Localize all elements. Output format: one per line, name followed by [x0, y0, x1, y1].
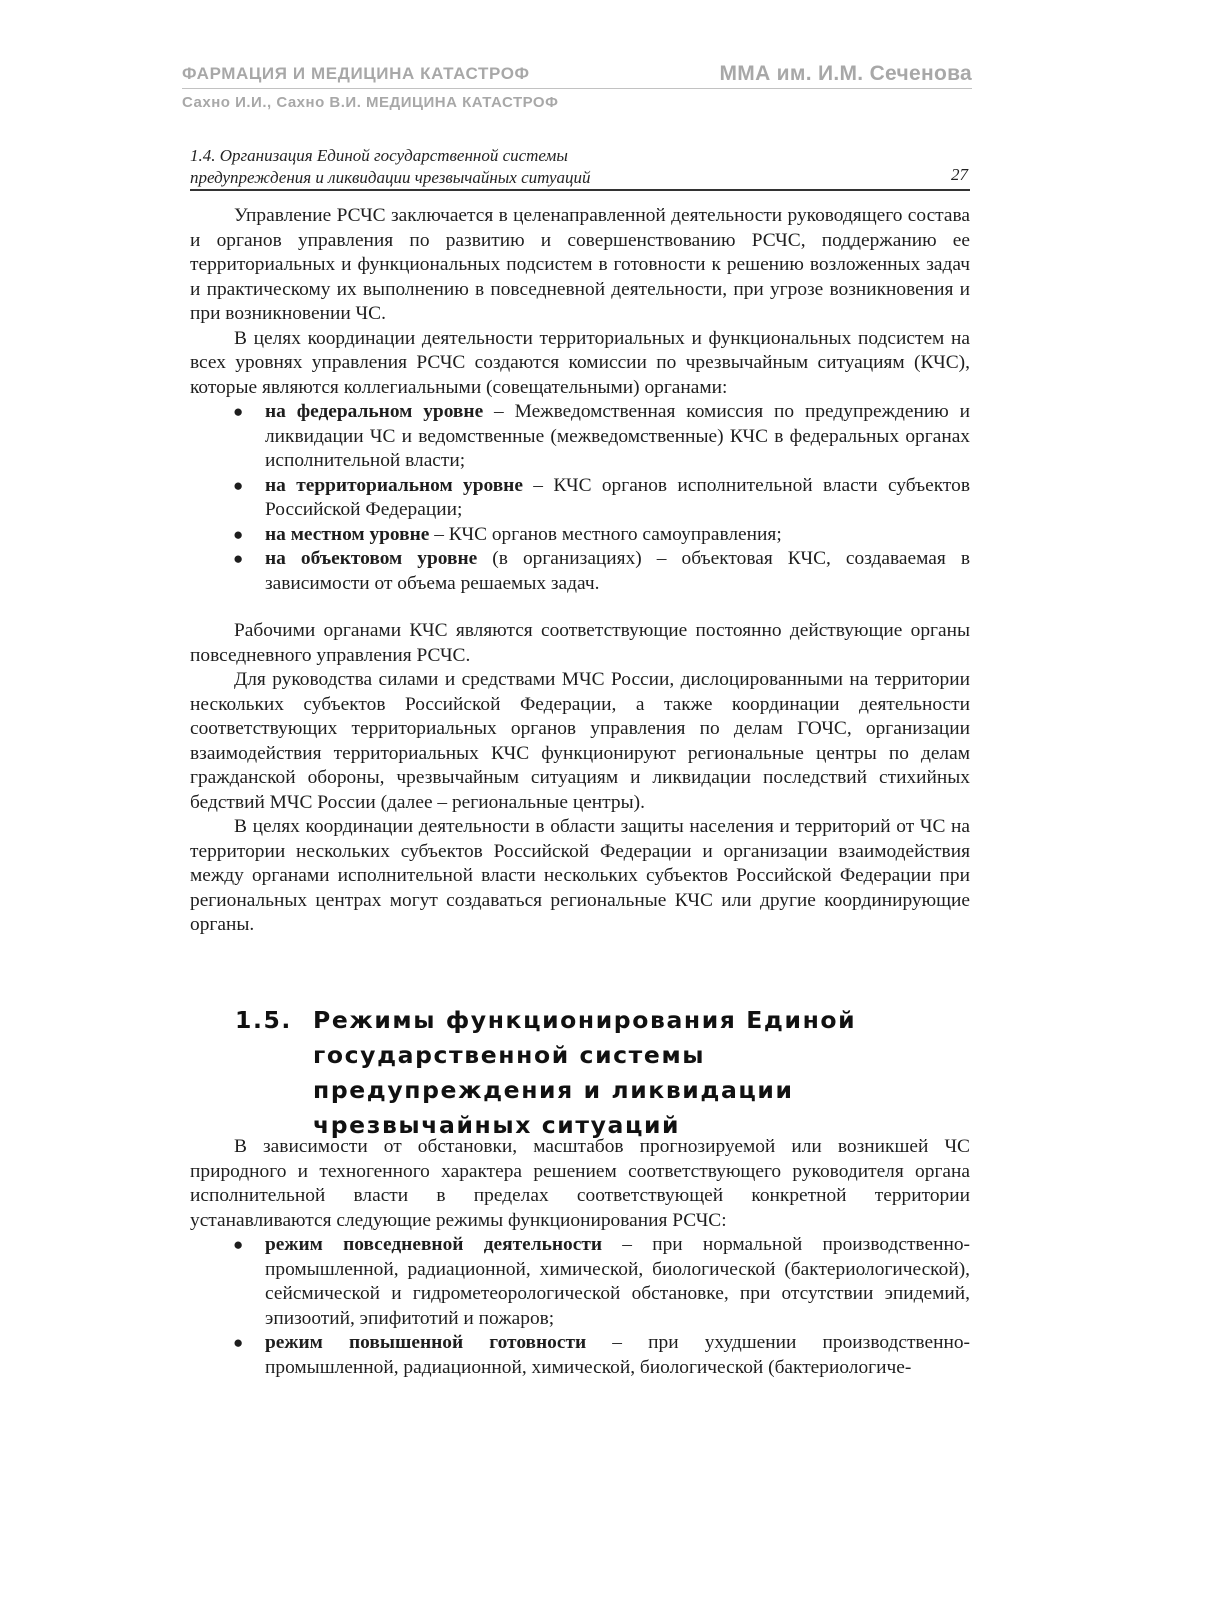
list-item-term: на объектовом уровне: [265, 548, 478, 569]
list-item-text: – КЧС органов местного самоуправления;: [429, 523, 782, 545]
running-header-line1: 1.4. Организация Единой государственной системы: [190, 146, 568, 165]
bullet-icon: ●: [233, 524, 244, 544]
list-item: [190, 523, 970, 548]
section-heading: [235, 1003, 935, 1143]
list-item-term: режим повышенной готовности: [265, 1332, 587, 1353]
page-number: 27: [951, 165, 968, 184]
section-1-5-body: [190, 1135, 970, 1380]
paragraph: Управление РСЧС заключается в целенаправленной деятельности руководящего состава и органов управления по развитию и совершенствованию РСЧС, поддержанию ее территориальных и функциональных подсистем в готовности к решению возложенных задач и практическому их выполнению в повседневной деятельности, при угрозе возникновения и при возникновении ЧС.: [190, 205, 970, 324]
list-item-text: – при нормальной производственно-промышленной, радиационной, химической, биологической (бактериологической), сейсмической и гидрометеорологической обстановке, при отсутствии эпидемий, эпизоотий, эпифитотий и пожаров;: [265, 1234, 970, 1329]
modes-list: [190, 1233, 970, 1380]
bullet-icon: ●: [233, 549, 244, 568]
bullet-icon: ●: [233, 1235, 244, 1254]
kchs-levels-list: [190, 400, 970, 596]
watermark-authors: Сахно И.И., Сахно В.И. МЕДИЦИНА КАТАСТРОФ: [182, 94, 559, 111]
running-header-line2: предупреждения и ликвидации чрезвычайных ситуаций: [190, 168, 591, 187]
list-item: [190, 1331, 970, 1380]
list-item-text: – КЧС органов исполнительной власти субъектов Российской Федерации;: [265, 474, 970, 520]
list-item-text: – Межведомственная комиссия по предупреждению и ликвидации ЧС и ведомственные (межведомственные) КЧС в федеральных органах исполнительной власти;: [265, 401, 970, 471]
watermark-header: [182, 62, 972, 111]
section-title-line: чрезвычайных ситуаций: [313, 1111, 681, 1139]
list-item-term: на территориальном уровне: [265, 474, 523, 496]
header-rule: [190, 189, 970, 191]
watermark-course-title: ФАРМАЦИЯ И МЕДИЦИНА КАТАСТРОФ: [182, 64, 530, 83]
paragraph: В целях координации деятельности в области защиты населения и территорий от ЧС на территории нескольких субъектов Российской Федерации и организации взаимодействия между органами исполнительной власти нескольких субъектов Российской Федерации при региональных центрах могут создаваться региональные КЧС или другие координирующие органы.: [190, 816, 970, 935]
paragraph: В целях координации деятельности территориальных и функциональных подсистем на всех уровнях управления РСЧС создаются комиссии по чрезвычайным ситуациям (КЧС), которые являются коллегиальными (совещательными) органами:: [190, 327, 970, 398]
paragraph: Для руководства силами и средствами МЧС России, дислоцированными на территории нескольких субъектов Российской Федерации, а также координации деятельности соответствующих территориальных органов управления по делам ГОЧС, организации взаимодействия территориальных КЧС функционируют региональные центры по делам гражданской обороны, чрезвычайным ситуациям и ликвидации последствий стихийных бедствий МЧС России (далее – региональные центры).: [190, 669, 970, 813]
paragraph: Рабочими органами КЧС являются соответствующие постоянно действующие органы повседневного управления РСЧС.: [190, 620, 970, 666]
list-item-term: на федеральном уровне: [265, 401, 484, 422]
watermark-divider: [182, 88, 972, 89]
list-item: [190, 474, 970, 523]
running-header: [190, 145, 970, 189]
section-number: 1.5.: [235, 1006, 292, 1034]
watermark-institution: ММА им. И.М. Сеченова: [719, 62, 972, 85]
section-title: [313, 1003, 935, 1143]
section-title-line: предупреждения и ликвидации: [313, 1076, 794, 1104]
section-title-line: Режимы функционирования Единой: [313, 1006, 857, 1034]
list-item-text: – при ухудшении производственно-промышленной, радиационной, химической, биологической (бактериологиче-: [265, 1332, 970, 1378]
list-item-term: на местном уровне: [265, 523, 430, 545]
bullet-icon: ●: [233, 475, 244, 495]
list-item-term: режим повседневной деятельности: [265, 1234, 603, 1255]
section-title-line: государственной системы: [313, 1041, 706, 1069]
list-item: [190, 400, 970, 474]
list-item-text: (в организациях) – объектовая КЧС, создаваемая в зависимости от объема решаемых задач.: [265, 548, 970, 594]
bullet-icon: ●: [233, 402, 244, 421]
bullet-icon: ●: [233, 1333, 244, 1352]
list-item: [190, 1233, 970, 1331]
list-item: [190, 547, 970, 596]
paragraph: В зависимости от обстановки, масштабов прогнозируемой или возникшей ЧС природного и техногенного характера решением соответствующего руководителя органа исполнительной власти в пределах соответствующей конкретной территории устанавливаются следующие режимы функционирования РСЧС:: [190, 1136, 970, 1231]
section-1-4-body: [190, 204, 970, 938]
